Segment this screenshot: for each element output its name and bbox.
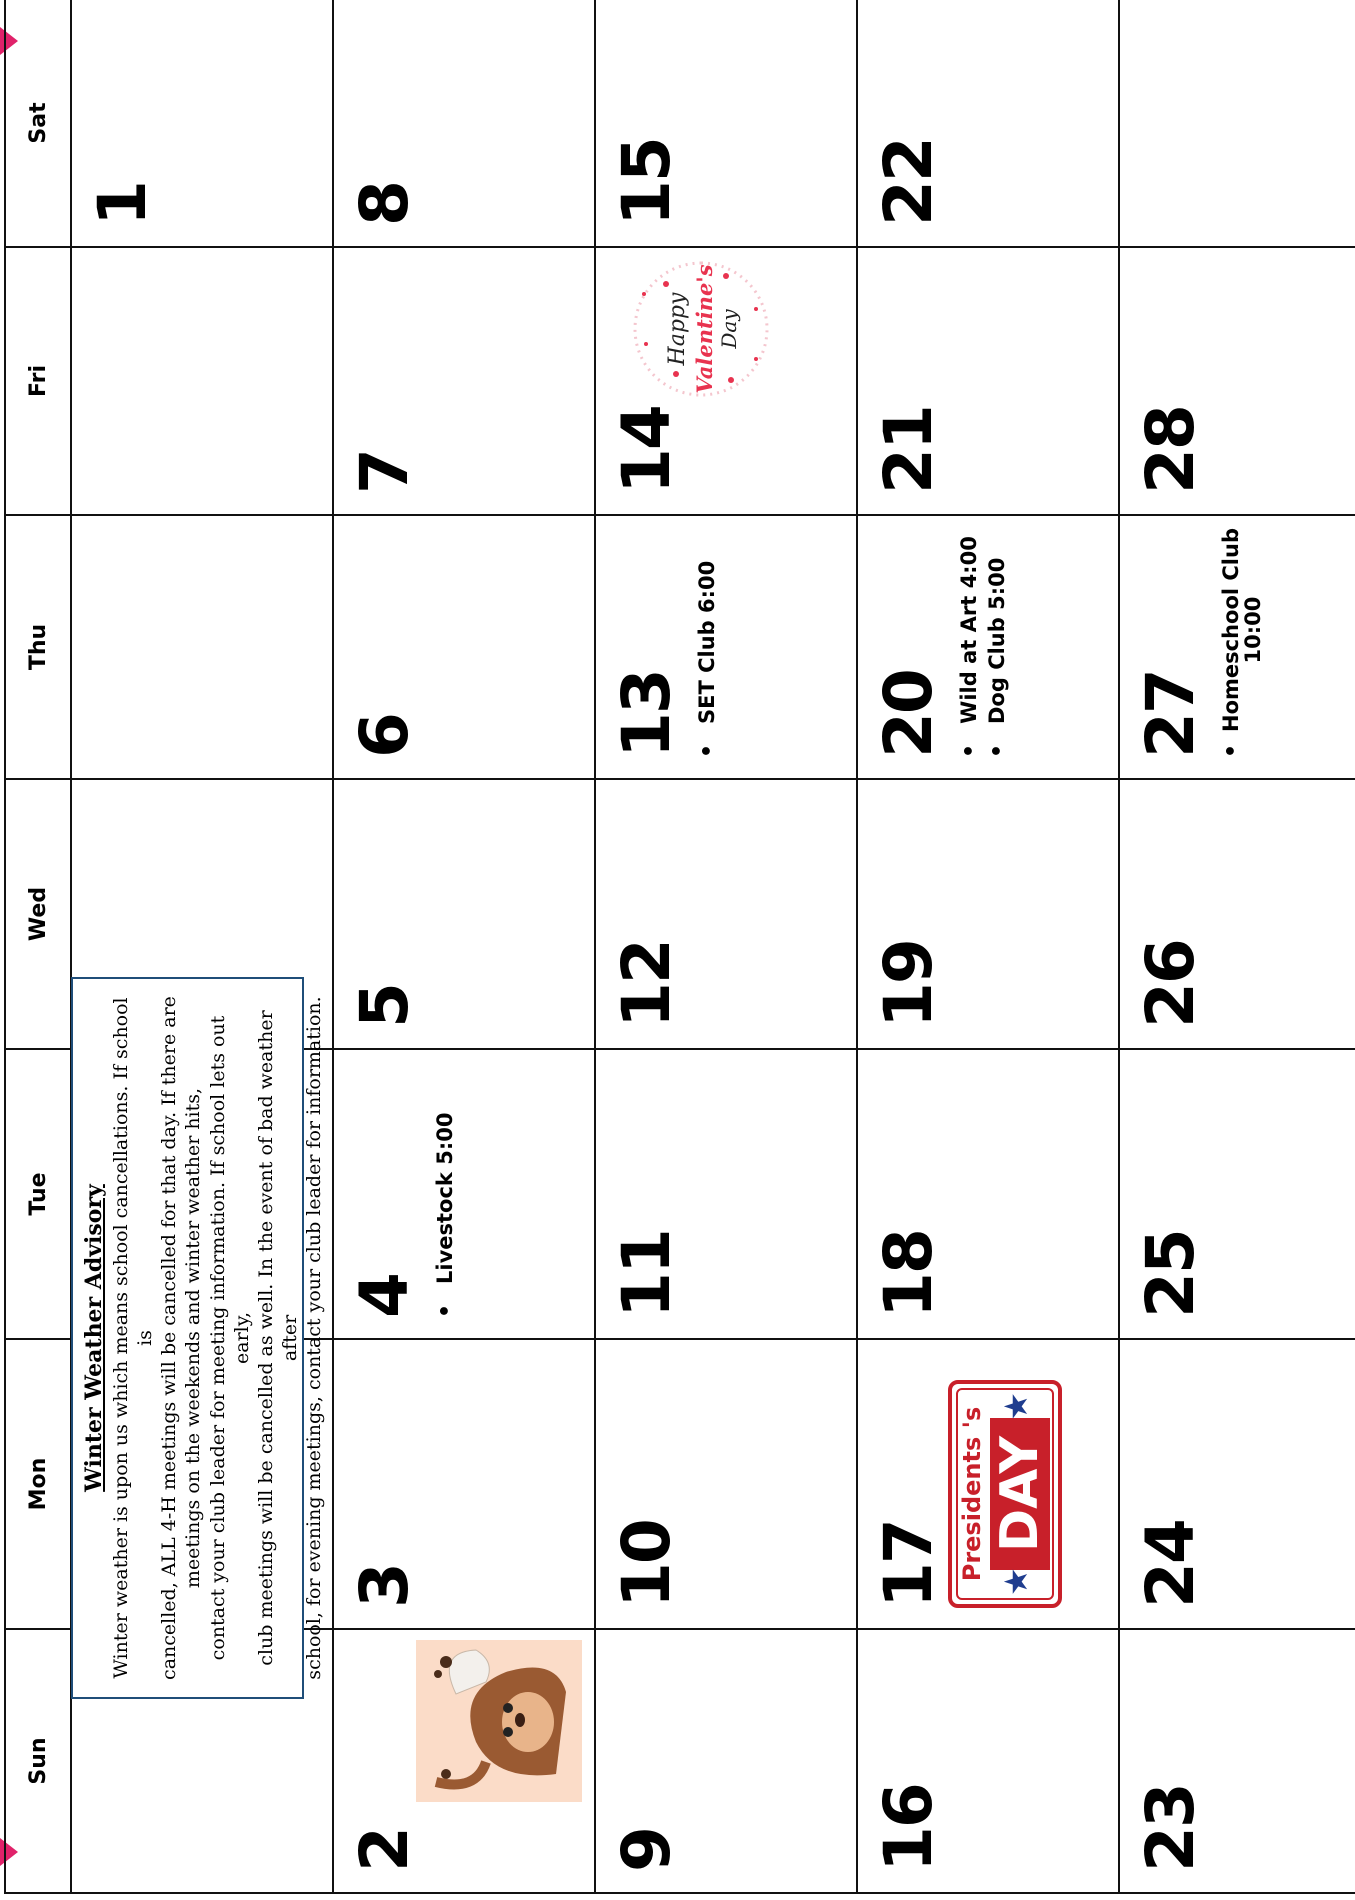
valentine-day-text: Day <box>717 309 741 349</box>
day-cell[interactable] <box>857 779 1119 1049</box>
weekday-header-row <box>5 0 71 1893</box>
day-cell[interactable] <box>1119 1049 1355 1339</box>
day-number: 9 <box>608 1828 685 1872</box>
valentine-happy-text: Happy <box>665 292 690 366</box>
event-list <box>696 524 724 766</box>
week-row <box>333 0 595 1893</box>
day-cell-empty <box>1119 0 1355 247</box>
day-cell[interactable] <box>333 1629 595 1893</box>
day-cell[interactable] <box>1119 1339 1355 1629</box>
day-cell[interactable] <box>595 779 857 1049</box>
day-cell[interactable] <box>333 0 595 247</box>
weekday-sun: Sun <box>5 1629 71 1893</box>
day-number: 3 <box>346 1564 423 1608</box>
day-cell[interactable] <box>1119 247 1355 515</box>
day-cell[interactable] <box>595 247 857 515</box>
day-cell[interactable] <box>857 1339 1119 1629</box>
day-number: 7 <box>346 450 423 494</box>
valentines-day-image <box>626 254 776 404</box>
event-set-club: • SET Club 6:00 <box>696 524 718 766</box>
day-cell[interactable] <box>595 515 857 779</box>
day-cell[interactable] <box>857 1049 1119 1339</box>
winter-weather-advisory-box <box>71 977 325 1699</box>
day-number: 4 <box>346 1274 423 1318</box>
day-cell-empty <box>71 247 333 515</box>
day-number: 24 <box>1132 1520 1209 1608</box>
day-number: 20 <box>870 670 947 758</box>
day-number: 5 <box>346 984 423 1028</box>
day-number: 13 <box>608 670 685 758</box>
day-cell[interactable] <box>333 247 595 515</box>
week-row <box>595 0 857 1893</box>
week-row <box>1119 0 1355 1893</box>
weekday-thu: Thu <box>5 515 71 779</box>
weekday-tue: Tue <box>5 1049 71 1339</box>
valentine-name-text: Valentine's <box>692 264 717 394</box>
event-list <box>1220 524 1270 766</box>
event-homeschool: • Homeschool Club 10:00 <box>1220 524 1264 766</box>
day-number: 10 <box>608 1520 685 1608</box>
day-number: 14 <box>608 406 685 494</box>
day-number: 15 <box>608 138 685 226</box>
advisory-body: Winter weather is upon us which means school cancellations. If school is cancelled, ALL 4-H meetings will be cancelled for that day. If there are meetings on the weekends and winter weather hits, contact your club leader for meeting information. If school lets out early, club meetings will be cancelled as well. In the event of bad weather after school, for evening meetings, contact your club leader for information. <box>110 996 325 1680</box>
star-icon: ★ <box>997 1392 1035 1421</box>
star-icon: ★ <box>997 1567 1035 1596</box>
day-number: 12 <box>608 940 685 1028</box>
day-cell[interactable] <box>595 1049 857 1339</box>
weekday-mon: Mon <box>5 1339 71 1629</box>
presidents-day-stamp <box>948 1380 1062 1608</box>
day-number: 23 <box>1132 1784 1209 1872</box>
day-cell[interactable] <box>595 1339 857 1629</box>
day-cell[interactable] <box>595 1629 857 1893</box>
weekday-sat: Sat <box>5 0 71 247</box>
event-dog-club: • Dog Club 5:00 <box>986 524 1008 766</box>
day-cell[interactable] <box>1119 1629 1355 1893</box>
day-number: 28 <box>1132 406 1209 494</box>
day-number: 11 <box>608 1230 685 1318</box>
event-list <box>434 1058 462 1326</box>
day-number: 25 <box>1132 1230 1209 1318</box>
day-cell[interactable] <box>1119 779 1355 1049</box>
day-cell[interactable] <box>71 0 333 247</box>
weekday-wed: Wed <box>5 779 71 1049</box>
presidents-text: Presidents 's <box>958 1406 986 1582</box>
day-number: 18 <box>870 1230 947 1318</box>
day-number: 16 <box>870 1784 947 1872</box>
event-livestock: • Livestock 5:00 <box>434 1058 456 1326</box>
day-number: 26 <box>1132 940 1209 1028</box>
day-cell-empty <box>71 515 333 779</box>
day-cell[interactable] <box>333 1339 595 1629</box>
day-number: 27 <box>1132 670 1209 758</box>
event-list <box>958 524 1014 766</box>
day-cell[interactable] <box>857 1629 1119 1893</box>
day-cell[interactable] <box>857 0 1119 247</box>
day-number: 2 <box>346 1828 423 1872</box>
advisory-title: Winter Weather Advisory <box>81 1184 107 1492</box>
week-row <box>857 0 1119 1893</box>
day-text: DAY <box>990 1418 1050 1570</box>
day-number: 1 <box>84 182 161 226</box>
day-cell[interactable] <box>333 515 595 779</box>
day-cell[interactable] <box>1119 515 1355 779</box>
day-cell[interactable] <box>333 779 595 1049</box>
groundhog-day-image <box>416 1640 582 1802</box>
day-number: 21 <box>870 406 947 494</box>
day-number: 6 <box>346 714 423 758</box>
day-cell[interactable] <box>333 1049 595 1339</box>
event-wild-at-art: • Wild at Art 4:00 <box>958 524 980 766</box>
day-cell[interactable] <box>857 515 1119 779</box>
day-number: 19 <box>870 940 947 1028</box>
day-number: 17 <box>870 1520 947 1608</box>
day-cell[interactable] <box>595 0 857 247</box>
day-number: 8 <box>346 182 423 226</box>
day-cell[interactable] <box>857 247 1119 515</box>
day-number: 22 <box>870 138 947 226</box>
weekday-fri: Fri <box>5 247 71 515</box>
